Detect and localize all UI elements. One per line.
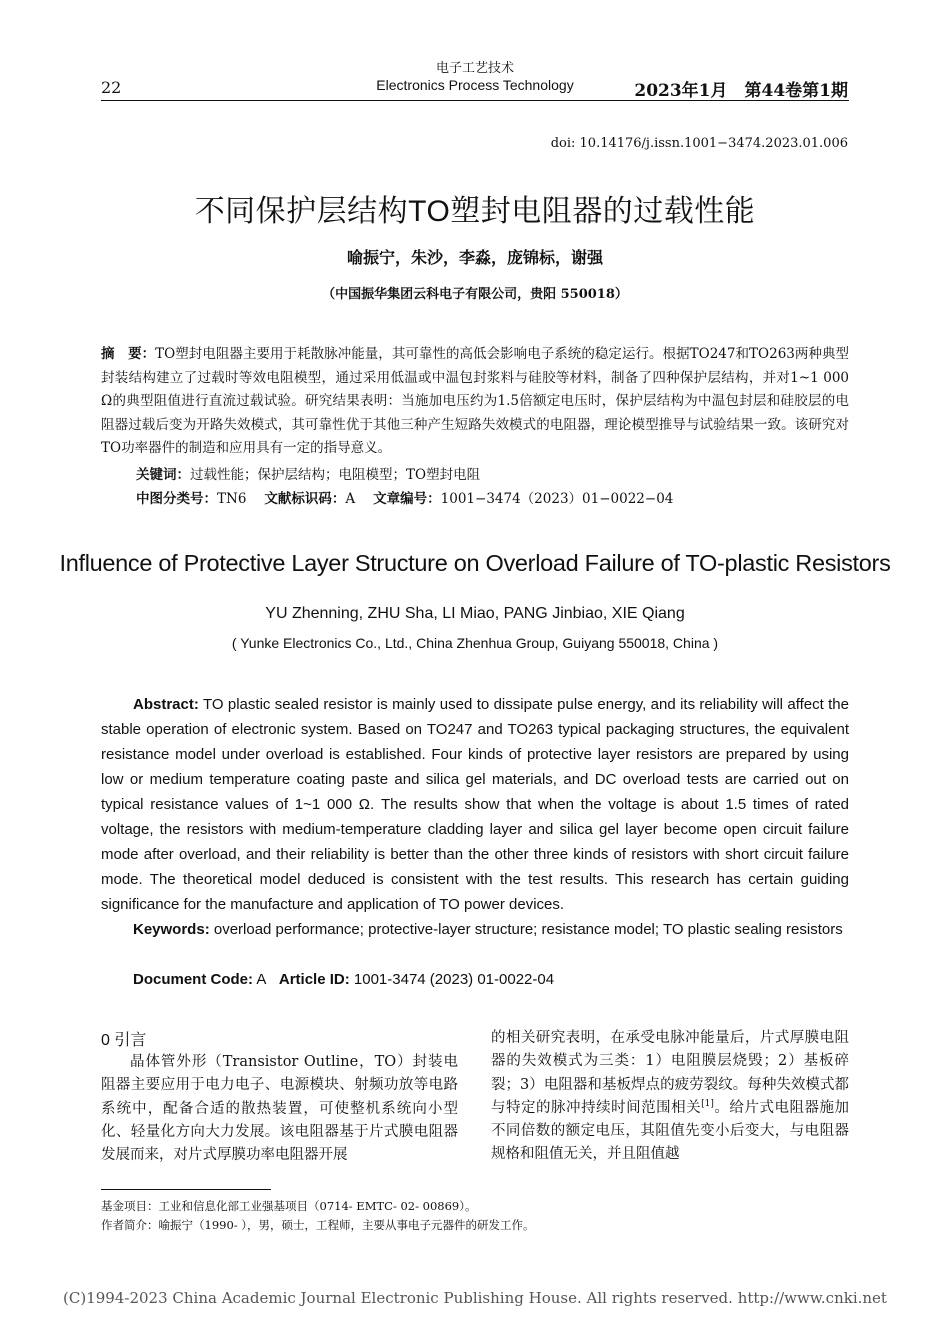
abstract-cn xyxy=(101,343,849,461)
keywords-cn-text: 过载性能；保护层结构；电阻模型；TO塑封电阻 xyxy=(190,467,481,483)
footnote-author: 作者简介：喻振宁（1990- ），男，硕士，工程师，主要从事电子元器件的研发工作。 xyxy=(101,1218,535,1232)
header-rule xyxy=(101,100,849,101)
body-column-right xyxy=(491,1027,849,1167)
affiliation-cn: （中国振华集团云科电子有限公司，贵阳 550018） xyxy=(322,287,628,302)
abstract-en-label: Abstract: xyxy=(133,696,199,713)
footnote-fund: 基金项目：工业和信息化部工业强基项目（0714- EMTC- 02- 00869）。 xyxy=(101,1199,477,1213)
abstract-en-text: TO plastic sealed resistor is mainly used to dissipate pulse energy, and its reliability will affect the stable operation of electronic system. Based on TO247 and TO263 typical packaging structures, the equivalent resistance model under overload is established. Four kinds of protective layer resistors are prepared by using low or medium temperature coating paste and silica gel materials, and DC overload tests are carried out on typical resistance values of 1~1 000 Ω. The results show that when the voltage is about 1.5 times of rated voltage, the resistors with medium-temperature cladding layer and silica gel layer become open circuit failure mode after overload, and their reliability is better than the other three kinds of resistors with short circuit failure mode. The theoretical model deduced is consistent with the test results. This research has certain guiding significance for the manufacture and application of TO power devices. xyxy=(101,696,849,913)
authors-cn: 喻振宁，朱沙，李淼，庞锦标，谢强 xyxy=(346,248,603,267)
classification-cn xyxy=(136,487,849,511)
journal-name-en: Electronics Process Technology xyxy=(376,77,574,93)
title-cn: 不同保护层结构TO塑封电阻器的过载性能 xyxy=(194,195,756,228)
citation-ref[interactable]: [1] xyxy=(701,1099,714,1110)
codes-en xyxy=(133,967,554,992)
doc-code-value: A xyxy=(345,491,356,507)
affiliation-en: ( Yunke Electronics Co., Ltd., China Zhenhua Group, Guiyang 550018, China ) xyxy=(231,635,719,651)
journal-name-cn: 电子工艺技术 xyxy=(435,61,514,76)
body-column-left: 晶体管外形（Transistor Outline，TO）封装电阻器主要应用于电力电子、电源模块、射频功放等电路系统中，配备合适的散热装置，可使整机系统向小型化、轻量化方向大力发展。该电阻器基于片式膜电阻器发展而来，对片式厚膜功率电阻器开展 xyxy=(101,1054,458,1164)
article-id-label: 文章编号： xyxy=(373,491,441,507)
clc-label: 中图分类号： xyxy=(136,491,217,507)
authors-en: YU Zhenning, ZHU Sha, LI Miao, PANG Jinbiao, XIE Qiang xyxy=(265,605,685,622)
doc-code-en-value: A xyxy=(253,971,267,988)
doi: doi: 10.14176/j.issn.1001−3474.2023.01.006 xyxy=(550,136,848,151)
article-id-en-value: 1001-3474 (2023) 01-0022-04 xyxy=(349,971,555,988)
doc-code-label: 文献标识码： xyxy=(264,491,346,507)
copyright-watermark: (C)1994-2023 China Academic Journal Electronic Publishing House. All rights reserved. http://www.cnki.net xyxy=(63,1289,887,1307)
title-en: Influence of Protective Layer Structure on Overload Failure of TO-plastic Resistors xyxy=(59,550,891,576)
body-right-text: 的相关研究表明，在承受电脉冲能量后，片式厚膜电阻器的失效模式为三类：1）电阻膜层烧毁；2）基板碎裂；3）电阻器和基板焊点的疲劳裂纹。每种失效模式都与特定的脉冲持续时间范围相关 xyxy=(491,1030,849,1116)
clc-value: TN6 xyxy=(217,491,247,507)
section-heading: 0 引言 xyxy=(101,1032,147,1049)
doc-code-en-label: Document Code: xyxy=(133,971,253,988)
abstract-cn-text: TO塑封电阻器主要用于耗散脉冲能量，其可靠性的高低会影响电子系统的稳定运行。根据TO247和TO263两种典型封装结构建立了过载时等效电阻模型，通过采用低温或中温包封浆料与硅胶等材料，制备了四种保护层结构，并对1~1 000 Ω的典型阻值进行直流过载试验。研究结果表明：当施加电压约为1.5倍额定电压时，保护层结构为中温包封层和硅胶层的电阻器过载后变为开路失效模式，其可靠性优于其他三种产生短路失效模式的电阻器，理论模型推导与试验结果一致。该研究对TO功率器件的制造和应用具有一定的指导意义。 xyxy=(101,346,850,456)
body-right-text-cont: 。给片式电阻器施加不同倍数的额定电压，其阻值先变小后变大，与电阻器规格和阻值无关，并且阻值越 xyxy=(491,1099,850,1163)
keywords-en-label: Keywords: xyxy=(133,921,210,938)
issue-info: 2023年1月 第44卷第1期 xyxy=(634,81,848,101)
article-id-value: 1001−3474（2023）01−0022−04 xyxy=(440,491,674,507)
abstract-cn-label: 摘 要： xyxy=(101,346,156,362)
footnote-rule xyxy=(101,1189,271,1190)
keywords-cn xyxy=(136,463,849,487)
page-number: 22 xyxy=(101,78,122,97)
keywords-en-text: overload performance; protective-layer structure; resistance model; TO plastic sealing resistors xyxy=(209,921,843,938)
abstract-en xyxy=(101,692,849,917)
keywords-en xyxy=(101,917,849,942)
article-id-en-label: Article ID: xyxy=(278,971,350,988)
keywords-cn-label: 关键词： xyxy=(136,467,190,483)
